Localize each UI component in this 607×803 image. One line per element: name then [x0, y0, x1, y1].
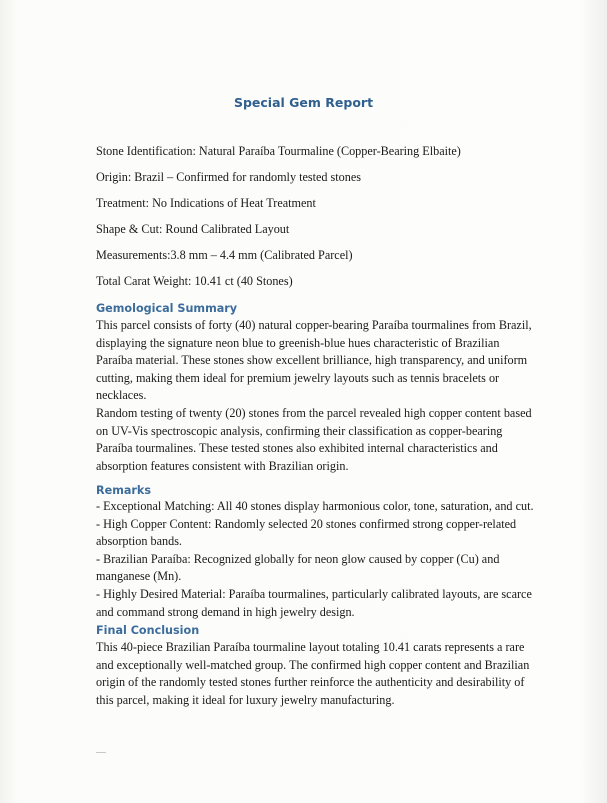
field-origin: Origin: Brazil – Confirmed for randomly tested stones [96, 170, 362, 184]
field-treatment: Treatment: No Indications of Heat Treatment [96, 196, 316, 210]
report-title: Special Gem Report [233, 95, 374, 110]
remark-item-1: - Exceptional Matching: All 40 stones display harmonious color, tone, saturation, and cut. [96, 499, 534, 513]
field-shape-cut: Shape & Cut: Round Calibrated Layout [96, 222, 290, 236]
summary-text-2: Random testing of twenty (20) stones from the parcel revealed high copper content based on UV-Vis spectroscopic analysis, confirming their classification as copper-bearing Paraíba tourmalines. These tested stones also exhibited internal characteristics and absorption features consistent with Brazilian origin. [96, 406, 532, 473]
scan-mark [96, 752, 106, 753]
heading-remarks: Remarks [96, 484, 152, 497]
field-stone-identification: Stone Identification: Natural Paraíba Tourmaline (Copper-Bearing Elbaite) [96, 144, 461, 158]
summary-paragraph-2 [96, 405, 536, 475]
summary-paragraph-1 [96, 317, 536, 405]
field-measurements: Measurements:3.8 mm – 4.4 mm (Calibrated Parcel) [96, 248, 353, 262]
field-total-carat-weight: Total Carat Weight: 10.41 ct (40 Stones) [96, 274, 293, 288]
remark-item-2: - High Copper Content: Randomly selected 20 stones confirmed strong copper-related absorption bands. [96, 516, 517, 549]
conclusion-paragraph [96, 639, 536, 709]
heading-gemological-summary: Gemological Summary [96, 302, 238, 315]
summary-text-1: This parcel consists of forty (40) natural copper-bearing Paraíba tourmalines from Brazil, displaying the signature neon blue to greenish-blue hues characteristic of Brazilian Paraíba material. These stones show excellent brilliance, high transparency, and uniform cutting, making them ideal for premium jewelry layouts such as tennis bracelets or necklaces. [96, 318, 532, 403]
conclusion-text: This 40-piece Brazilian Paraíba tourmaline layout totaling 10.41 carats represents a rare and exceptionally well-matched group. The confirmed high copper content and Brazilian origin of the randomly tested stones further reinforce the authenticity and desirability of this parcel, making it ideal for luxury jewelry manufacturing. [96, 640, 530, 707]
remarks-list [96, 498, 536, 621]
remark-item-3: - Brazilian Paraíba: Recognized globally for neon glow caused by copper (Cu) and manganese (Mn). [96, 551, 500, 584]
heading-final-conclusion: Final Conclusion [96, 624, 200, 637]
remark-item-4: - Highly Desired Material: Paraíba tourmalines, particularly calibrated layouts, are scarce and command strong demand in high jewelry design. [96, 586, 532, 619]
